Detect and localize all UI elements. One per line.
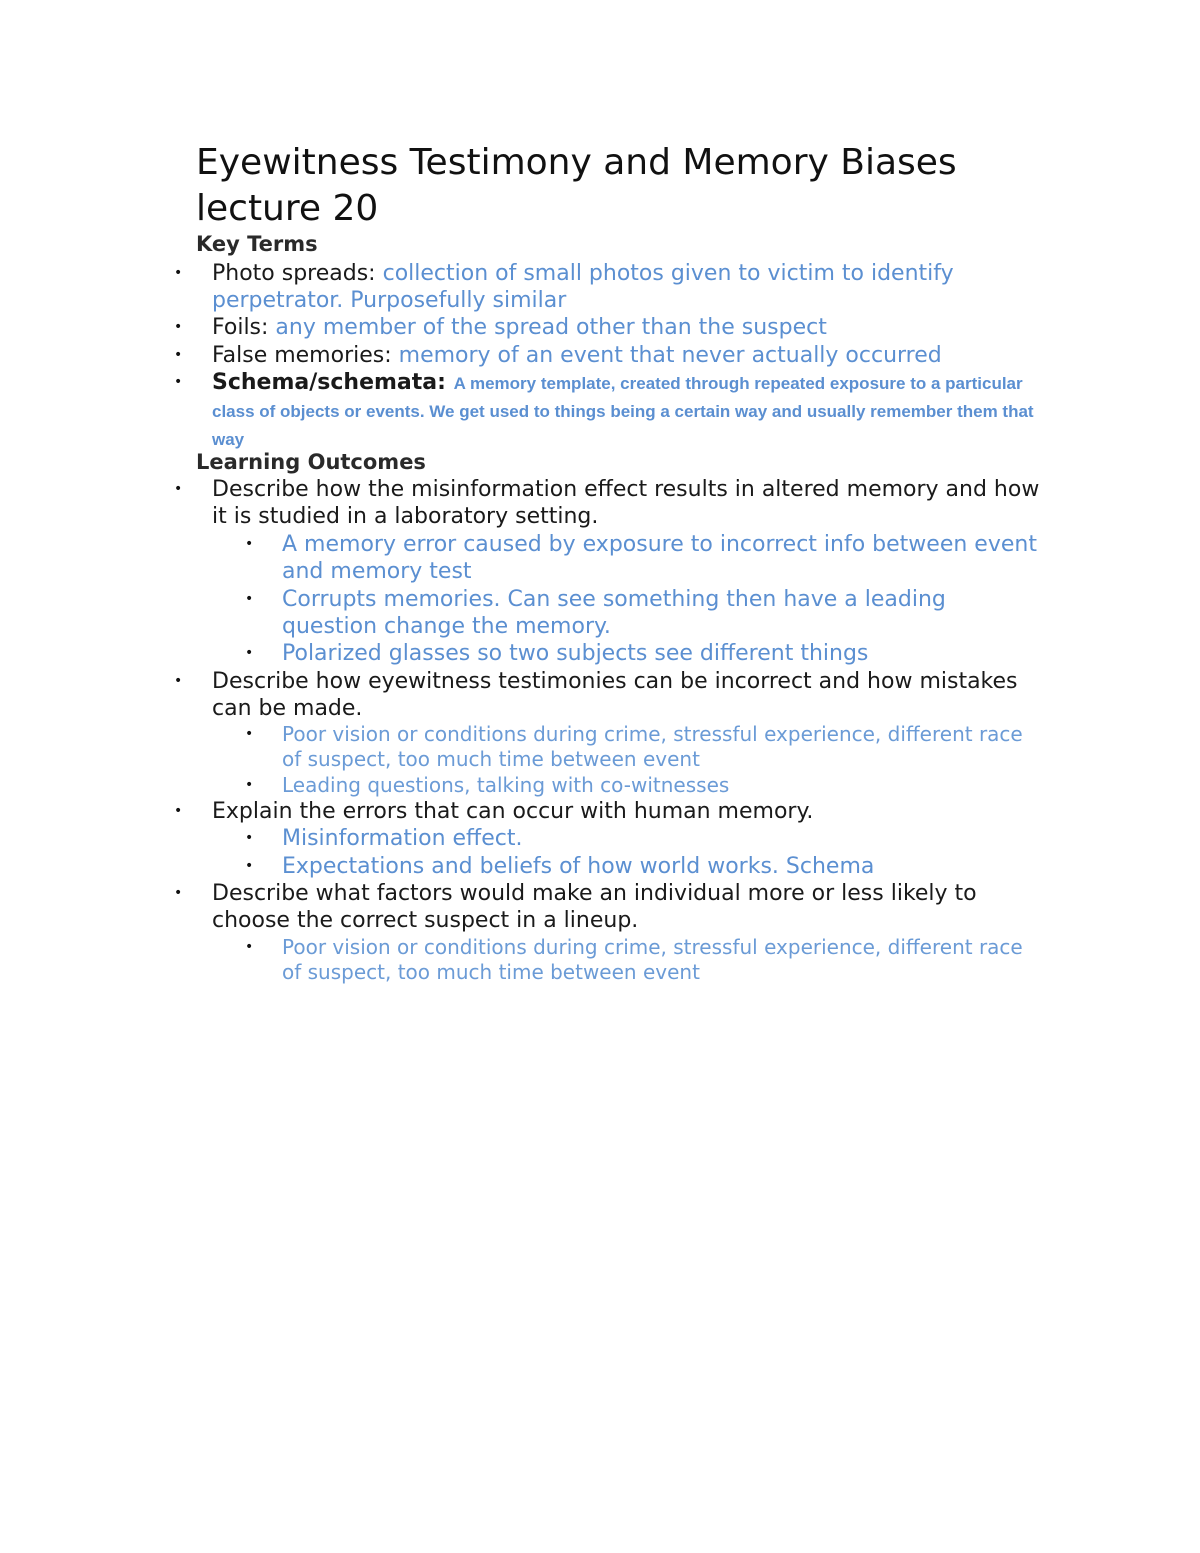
outcome-answer: Poor vision or conditions during crime, stressful experience, different race of suspect, too much time between event	[282, 722, 1023, 771]
bullet-icon: •	[174, 265, 183, 281]
outcome-text: Describe how eyewitness testimonies can be incorrect and how mistakes can be made.	[212, 669, 1018, 721]
bullet-icon: •	[174, 673, 183, 689]
bullet-icon: •	[245, 591, 254, 607]
outcome-answer: Corrupts memories. Can see something then have a leading question change the memory.	[282, 587, 946, 639]
bullet-icon: •	[174, 374, 183, 390]
learning-outcomes-heading: Learning Outcomes	[196, 450, 426, 474]
term-label: False memories:	[212, 343, 399, 368]
outcome-answer: A memory error caused by exposure to incorrect info between event and memory test	[282, 532, 1037, 584]
key-term-false-memories	[212, 342, 1052, 369]
bullet-icon: •	[174, 803, 183, 819]
bullet-icon: •	[245, 536, 254, 552]
bullet-icon: •	[245, 777, 254, 793]
term-definition: A memory template, created through repeated exposure to a particular class of objects or events. We get used to things being a certain way and usually remember them that way	[212, 374, 1034, 449]
term-label: Schema/schemata:	[212, 370, 454, 395]
bullet-icon: •	[245, 645, 254, 661]
bullet-icon: •	[174, 319, 183, 335]
outcome-text: Describe how the misinformation effect results in altered memory and how it is studied in a laboratory setting.	[212, 477, 1040, 529]
document-title: Eyewitness Testimony and Memory Biases lecture 20	[196, 142, 957, 229]
outcome-answer: Poor vision or conditions during crime, stressful experience, different race of suspect, too much time between event	[282, 935, 1023, 984]
bullet-icon: •	[245, 939, 254, 955]
bullet-icon: •	[174, 885, 183, 901]
outcome-text: Explain the errors that can occur with human memory.	[212, 799, 814, 824]
outcome-answer: Polarized glasses so two subjects see different things	[282, 641, 869, 666]
key-terms-heading: Key Terms	[196, 232, 318, 256]
key-term-photo-spreads	[212, 260, 1052, 314]
outcome-answer: Misinformation effect.	[282, 826, 523, 851]
term-label: Foils:	[212, 315, 276, 340]
term-label: Photo spreads:	[212, 261, 383, 286]
term-definition: any member of the spread other than the suspect	[275, 315, 827, 340]
bullet-icon: •	[245, 830, 254, 846]
key-term-foils	[212, 314, 1052, 341]
bullet-icon: •	[174, 347, 183, 363]
bullet-icon: •	[245, 726, 254, 742]
outcome-answer: Leading questions, talking with co-witnesses	[282, 773, 730, 797]
bullet-icon: •	[174, 481, 183, 497]
bullet-icon: •	[245, 858, 254, 874]
key-term-schema	[212, 369, 1052, 453]
outcome-answer: Expectations and beliefs of how world works. Schema	[282, 854, 875, 879]
term-definition: collection of small photos given to victim to identify perpetrator. Purposefully similar	[212, 261, 954, 313]
outcome-text: Describe what factors would make an individual more or less likely to choose the correct suspect in a lineup.	[212, 881, 977, 933]
term-definition: memory of an event that never actually occurred	[398, 343, 942, 368]
